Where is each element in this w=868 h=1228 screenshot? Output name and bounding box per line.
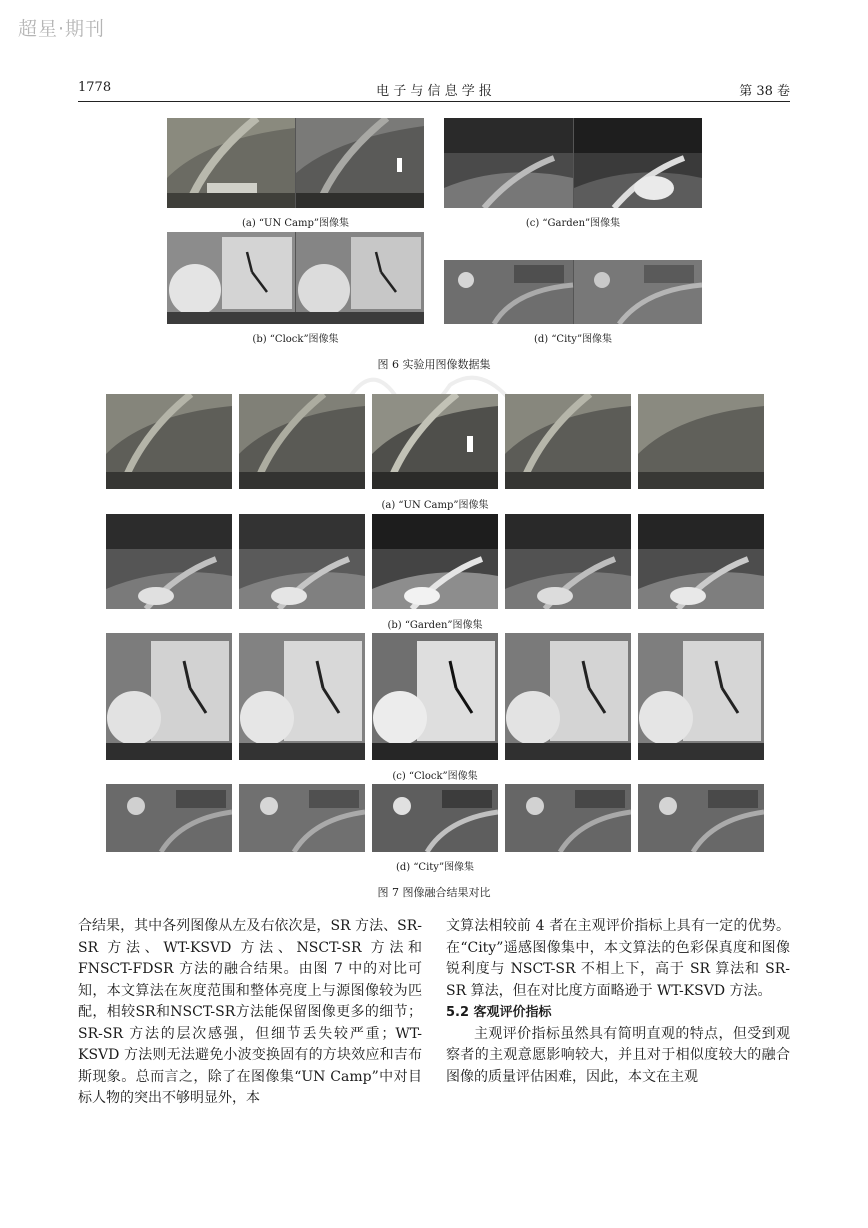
page-number: 1778 — [78, 80, 112, 95]
fig7-garden-srsr — [239, 514, 365, 609]
fig6-clock-image — [167, 232, 424, 324]
fig7-city-nsctsr — [505, 784, 631, 852]
body-paragraph: 主观评价指标虽然具有简明直观的特点，但受到观察者的主观意愿影响较大，并且对于相似度较大的融合图像的质量评估困难，因此，本文在主观 — [446, 1025, 790, 1085]
fig6-caption-c: (c) “Garden”图像集 — [525, 218, 621, 229]
fig7-caption-a: (a) “UN Camp”图像集 — [381, 500, 489, 511]
fig6-city-image — [444, 260, 702, 324]
body-paragraph: 文算法相较前 4 者在主观评价指标上具有一定的优势。在“City”遥感图像集中，本文算法的色彩保真度和图像锐利度与 NSCT-SR 不相上下，高于 SR 算法和 SR-SR 算法，但在对比度方面略逊于 WT-KSVD 方法。 — [446, 918, 790, 999]
fig7-uncamp-fnsctfdsr — [638, 394, 764, 489]
fig7-clock-nsctsr — [505, 633, 631, 760]
fig7-garden-nsctsr — [505, 514, 631, 609]
fig7-clock-wtksvd — [372, 633, 498, 760]
right-column — [446, 916, 790, 1088]
header-rule — [78, 101, 790, 102]
fig7-garden-sr — [106, 514, 232, 609]
fig7-city-wtksvd — [372, 784, 498, 852]
fig7-title: 图 7 图像融合结果对比 — [377, 886, 491, 899]
fig6-uncamp-image — [167, 118, 424, 208]
volume-number: 第 38 卷 — [739, 84, 790, 99]
fig6-caption-d: (d) “City”图像集 — [533, 334, 613, 345]
fig7-clock-sr — [106, 633, 232, 760]
section-heading: 5.2 客观评价指标 — [446, 1005, 552, 1020]
fig7-uncamp-sr — [106, 394, 232, 489]
fig7-caption-c: (c) “Clock”图像集 — [392, 771, 478, 782]
fig7-uncamp-nsctsr — [505, 394, 631, 489]
journal-title: 电 子 与 信 息 学 报 — [376, 84, 492, 99]
left-column — [78, 916, 422, 1110]
fig6-caption-b: (b) “Clock”图像集 — [252, 334, 339, 345]
fig7-uncamp-wtksvd — [372, 394, 498, 489]
fig7-garden-wtksvd — [372, 514, 498, 609]
fig6-caption-a: (a) “UN Camp”图像集 — [241, 218, 350, 229]
fig7-clock-fnsctfdsr — [638, 633, 764, 760]
body-paragraph: 合结果，其中各列图像从左及右依次是，SR 方法、SR-SR 方法、WT-KSVD 方法、NSCT-SR 方法和 FNSCT-FDSR 方法的融合结果。由图 7 中的对比可知，本文算法在灰度范围和整体亮度上与源图像较为匹配，相较SR和NSCT-SR方法能保留图像更多的细节；SR-SR 方法的层次感强，但细节丢失较严重；WT-KSVD 方法则无法避免小波变换固有的方块效应和吉布斯现象。总而言之，除了在图像集“UN Camp”中对目标人物的突出不够明显外，本 — [78, 918, 422, 1106]
fig6-garden-image — [444, 118, 702, 208]
fig7-city-srsr — [239, 784, 365, 852]
brand-logo: 超星·期刊 — [18, 18, 106, 40]
fig7-clock-srsr — [239, 633, 365, 760]
fig7-uncamp-srsr — [239, 394, 365, 489]
fig7-caption-b: (b) “Garden”图像集 — [387, 620, 483, 631]
fig7-garden-fnsctfdsr — [638, 514, 764, 609]
fig6-title: 图 6 实验用图像数据集 — [377, 358, 491, 371]
fig7-caption-d: (d) “City”图像集 — [395, 862, 475, 873]
fig7-city-sr — [106, 784, 232, 852]
fig7-city-fnsctfdsr — [638, 784, 764, 852]
